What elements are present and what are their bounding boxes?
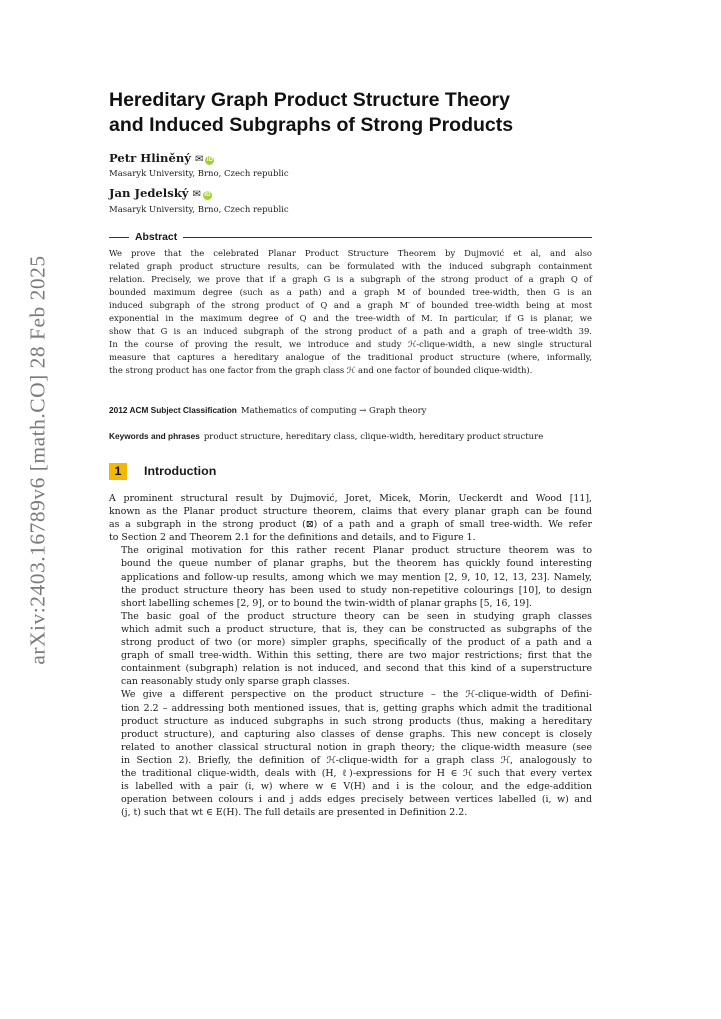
paragraph-line: The original motivation for this rather recent Planar product structure theorem was to (121, 545, 592, 557)
paragraph (109, 688, 592, 819)
abstract-text (109, 247, 592, 377)
paragraph-line: which admit such a product structure, that is, they can be constructed as subgraphs of the (121, 623, 592, 635)
paragraph-line: the product structure theory has been used to study non-repetitive colourings [10], to design (121, 584, 592, 596)
paragraph (109, 544, 592, 609)
paragraph-line: operation between colours i and j adds edges precisely between vertices labelled (i, w) and (121, 794, 592, 806)
keywords-value: product structure, hereditary class, clique-width, hereditary product structure (203, 432, 544, 442)
divider (109, 237, 129, 238)
envelope-icon[interactable]: ✉ (195, 154, 204, 165)
paragraph-line: in Section 2). Briefly, the definition of ℋ-clique-width for a graph class ℋ, analogously to (121, 754, 592, 766)
keywords-key: Keywords and phrases (109, 431, 200, 441)
paragraph-line: containment (subgraph) relation is not induced, and second that this kind of a superstructure (121, 663, 592, 675)
paragraph-line: related to another classical structural notion in graph theory; the clique-width measure (see (121, 741, 592, 753)
abstract-line: relation. Precisely, we prove that if a graph G is a subgraph of the strong product of a graph Q of (109, 274, 592, 285)
paragraph-line: bound the queue number of planar graphs, but the theorem has quickly found interesting (121, 558, 592, 570)
author-2 (109, 186, 212, 200)
paragraph-line: known as the Planar product structure theorem, claims that every planar graph can be found (109, 506, 592, 518)
paragraph-line: is labelled with a pair (i, w) where w ∈ V(H) and i is the colour, and the edge-addition (121, 781, 592, 793)
paragraph (109, 610, 592, 689)
paragraph-line: A prominent structural result by Dujmović, Joret, Micek, Morin, Ueckerdt and Wood [11], (109, 493, 592, 504)
abstract-line: induced subgraph of the strong product of Q and a graph M′ of bounded tree-width being at most (109, 300, 592, 311)
paragraph-line: the traditional clique-width, deals with (H, ℓ)-expressions for H ∈ ℋ such that every vertex (121, 767, 592, 779)
keywords (109, 430, 592, 443)
title-line-2: and Induced Subgraphs of Strong Products (109, 114, 514, 136)
paragraph-line: product structure as induced subgraphs in such strong products (thus, making a hereditary (121, 715, 592, 727)
paragraph-line: graph of small tree-width. Within this setting, there are two major restrictions; first that the (121, 650, 592, 662)
abstract-line: In the course of proving the result, we introduce and study ℋ-clique-width, a new single structural (109, 339, 592, 350)
orcid-icon[interactable]: iD (204, 192, 211, 198)
paragraph-line: We give a different perspective on the product structure – the ℋ-clique-width of Defini- (121, 689, 592, 701)
abstract-line: the strong product has one factor from the graph class ℋ and one factor of bounded clique-width). (109, 365, 533, 376)
paragraph-line: tion 2.2 – addressing both mentioned issues, that is, getting graphs which admit the traditional (121, 702, 592, 714)
author-affiliation: Masaryk University, Brno, Czech republic (109, 205, 289, 215)
abstract-heading (109, 231, 592, 243)
introduction-body (109, 492, 592, 819)
paragraph-line: strong product of two (or more) simpler graphs, specifically of the product of a path and a (121, 637, 592, 649)
paragraph-line: The basic goal of the product structure theory can be seen in studying graph classes (121, 610, 592, 622)
paragraph-line: short labelling schemes [2, 9], or to bound the twin-width of planar graphs [5, 16, 19]. (121, 597, 532, 609)
abstract-line: We prove that the celebrated Planar Product Structure Theorem by Dujmović et al, and also (109, 248, 592, 258)
abstract-line: measure that captures a hereditary analogue of the traditional product structure (where, informally, (109, 352, 592, 363)
divider (183, 237, 592, 238)
section-number: 1 (109, 463, 127, 480)
paragraph-line: applications and follow-up results, among which we may mention [2, 9, 10, 12, 13, 23]. Namely, (121, 571, 592, 583)
classification-key: 2012 ACM Subject Classification (109, 405, 237, 415)
abstract-line: bounded maximum degree (such as a path) and a graph M of bounded tree-width, then G is an (109, 287, 592, 298)
arxiv-sidebar (0, 0, 72, 1019)
abstract-line: related graph product structure results, can be formulated with the induced subgraph containment (109, 261, 592, 272)
author-name: Jan Jedelský (109, 186, 189, 200)
classification-value: Mathematics of computing → Graph theory (240, 406, 427, 416)
acm-classification (109, 404, 592, 417)
abstract-line: exponential in the maximum degree of Q and the tree-width of M. In particular, if G is planar, we (109, 313, 592, 324)
paragraph-line: (j, t) such that wt ∈ E(H). The full details are presented in Definition 2.2. (121, 807, 468, 819)
abstract-line: show that G is an induced subgraph of the strong product of a path and a graph of tree-width 39. (109, 326, 592, 337)
paragraph-line: as a subgraph in the strong product (⊠) of a path and a graph of small tree-width. We refer (109, 519, 592, 531)
paragraph-line: product structure), and capturing also classes of dense graphs. This new concept is closely (121, 728, 592, 740)
author-name: Petr Hliněný (109, 151, 192, 165)
section-title: Introduction (144, 464, 217, 478)
abstract-label: Abstract (135, 231, 178, 243)
envelope-icon[interactable]: ✉ (192, 189, 201, 200)
paragraph-line: can reasonably study only sparse graph classes. (121, 676, 350, 688)
section-heading (109, 462, 216, 480)
paragraph-line: to Section 2 and Theorem 2.1 for the definitions and details, and to Figure 1. (109, 532, 476, 544)
author-1 (109, 151, 214, 165)
paper-title (109, 88, 592, 138)
arxiv-identifier: arXiv:2403.16789v6 [math.CO] 28 Feb 2025 (25, 255, 50, 665)
orcid-icon[interactable]: iD (206, 157, 213, 163)
author-affiliation: Masaryk University, Brno, Czech republic (109, 169, 289, 179)
paragraph (109, 492, 592, 544)
title-line-1: Hereditary Graph Product Structure Theory (109, 89, 510, 111)
